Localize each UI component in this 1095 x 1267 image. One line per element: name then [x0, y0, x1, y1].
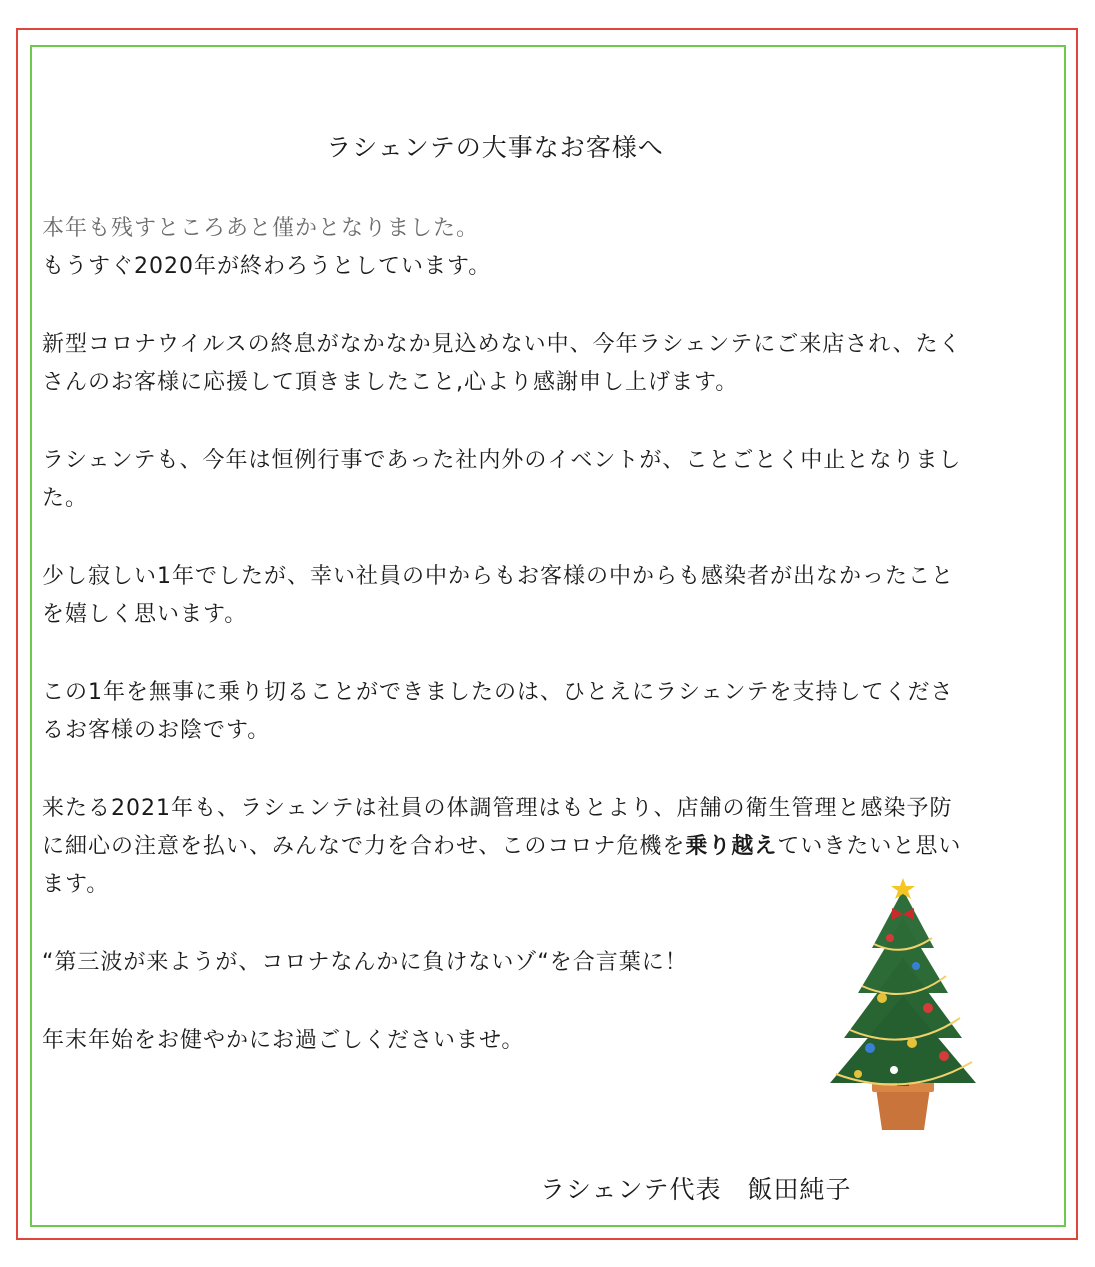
year-2021-text-before: 来たる2021年も、ラシェンテは社員の体調管理はもとより、店舗の衛生管理と感染予防に細心の注意を払い、みんなで力を合わせ、このコロナ危機を	[42, 796, 953, 859]
support-paragraph: この1年を無事に乗り切ることができましたのは、ひとえにラシェンテを支持してくださるお客様のお陰です。	[42, 680, 954, 743]
closing-paragraph: 年末年始をお健やかにお過ごしくださいませ。	[42, 1028, 525, 1053]
motto-paragraph: “第三波が来ようが、コロナなんかに負けないゾ“を合言葉に！	[42, 950, 688, 975]
letter-title: ラシェンテの大事なお客様へ	[326, 133, 664, 162]
thanks-paragraph: 新型コロナウイルスの終息がなかなか見込めない中、今年ラシェンテにご来店され、たくさんのお客様に応援して頂きましたこと,心より感謝申し上げます。	[42, 332, 962, 395]
overcome-bold-text: 乗り越え	[685, 834, 778, 859]
intro-paragraph	[42, 210, 972, 286]
lonely-year-paragraph: 少し寂しい1年でしたが、幸い社員の中からもお客様の中からも感染者が出なかったことを嬉しく思います。	[42, 564, 954, 627]
year-2021-text-after: ていきたいと思います。	[42, 834, 962, 897]
intro-line-2: もうすぐ2020年が終わろうとしています。	[42, 254, 492, 279]
intro-line-1: 本年も残すところあと僅かとなりました。	[42, 216, 480, 241]
signature: ラシェンテ代表 飯田純子	[540, 1175, 852, 1204]
events-paragraph: ラシェンテも、今年は恒例行事であった社内外のイベントが、ことごとく中止となりました。	[42, 448, 962, 511]
christmas-tree-icon	[812, 878, 994, 1134]
